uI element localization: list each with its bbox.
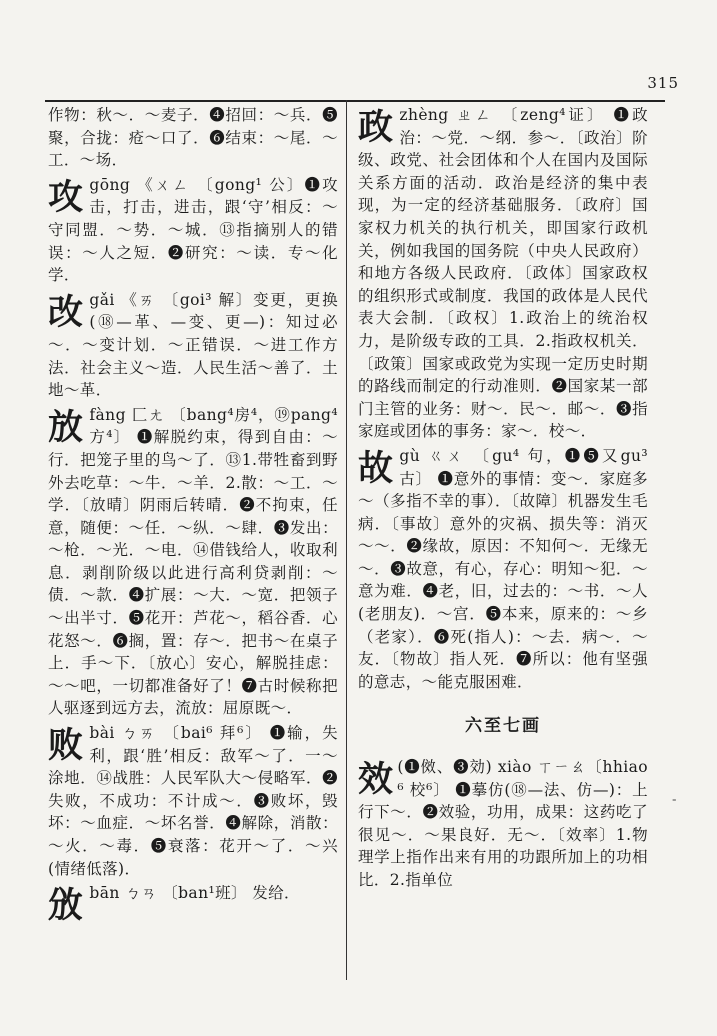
page-number: 315 [647, 74, 679, 92]
entry-zheng [358, 104, 648, 443]
continuation-text: 作物：秋～．～麦子．❹招回：～兵．❺聚，合拢：疮～口了．❻结束：～尾．～工．～场． [48, 106, 338, 170]
definition: zhèng ㄓㄥ 〔zeng⁴证〕 ❶政治：～党．～纲．参～．〔政治〕阶级、政党、社会团体和个人在国内及国际关系方面的活动．政治是经济的集中表现，为一定的经济基础服务．〔政府〕国家权力机关的执行机关，即国家行政机关，例如我国的国务院（中央人民政府）和地方各级人民政府．〔政体〕国家政权的组织形式或制度．我国的政体是人民代表大会制．〔政权〕1.政治上的统治权力，是阶级专政的工具．2.指政权机关．〔政策〕国家或政党为实现一定历史时期的路线而制定的行动准则．❷国家某一部门主管的业务：财～．民～．邮～．❸指家庭或团体的事务：家～．校～． [358, 106, 648, 441]
entry-gong [48, 174, 338, 287]
entry-xiao [358, 756, 648, 892]
entry-ban [48, 882, 338, 927]
left-column [48, 104, 338, 926]
definition: xiào ㄒㄧㄠ〔hhiao⁶ 校⁶〕 ❶摹仿(⑱—法、仿—)：上行下～．❷效验，功用，成果：这药吃了很见～．～果良好．无～．〔效率〕1.物理学上指作出来有用的功跟所加上的功相比．2.指单位 [358, 758, 649, 889]
column-divider [346, 100, 347, 980]
top-rule [45, 100, 665, 102]
margin-mark: ˗ [672, 792, 677, 808]
definition: bài ㄅㄞ 〔bai⁶ 拜⁶〕 ❶输，失利，跟‘胜’相反：敌军～了．一～涂地．⑭战胜：人民军队大～侵略军．❷失败，不成功：不计成～．❸败坏，毁坏：～血症．～坏名誉．❹解除，消散：～火．～毒．❺衰落：花开～了．～兴(情绪低落)． [48, 724, 338, 878]
entry-gai [48, 289, 338, 402]
definition: bān ㄅㄢ 〔ban¹班〕 发给． [89, 884, 300, 903]
entry-gu [358, 445, 648, 694]
headword: 政 [358, 107, 394, 148]
headword-variants: (❶傚、❸効) [397, 758, 493, 777]
entry-bai [48, 722, 338, 880]
headword: 攻 [48, 176, 84, 218]
section-heading: 六至七画 [465, 716, 541, 737]
definition: gōng 《ㄨㄥ 〔gong¹ 公〕❶攻击，打击，进击，跟‘守’相反：～守同盟．～势．～城．⑬指摘别人的错误：～人之短．❷研究：～读．专～化学． [48, 175, 338, 285]
headword: 攽 [48, 885, 84, 927]
definition: gǎi 《ㄞ 〔goi³ 解〕变更，更换(⑱—革、—变、更—)：知过必～．～变计划．～正错误．～进工作方法．社会主义～造．人民生活～善了．土地～革． [48, 290, 338, 400]
entry-fang [48, 404, 338, 720]
definition: fàng 匚ㄤ 〔bang⁴房⁴，⑲pang⁴方⁴〕 ❶解脱约束，得到自由：～行．把笼子里的鸟～了．⑬1.带牲畜到野外去吃草：～牛．～羊．2.散：～工．～学．〔放晴〕阴雨后转晴．❷不拘束，任意，随便：～任．～纵．～肆．❸发出：～枪．～光．～电．⑭借钱给人，收取利息．剥削阶级以此进行高利贷剥削：～债．～款．❹扩展：～大．～宽．把领子～出半寸．❺花开：芦花～，稻谷香．心花怒～．❻搁，置：存～．把书～在桌子上．手～下．〔放心〕安心，解脱挂虑：～～吧，一切都准备好了！❼古时候称把人驱逐到远方去，流放：屈原既～． [48, 405, 338, 718]
headword: 故 [358, 447, 394, 489]
right-column [358, 104, 648, 892]
headword: 效 [358, 759, 394, 801]
headword: 败 [48, 725, 84, 767]
headword: 改 [48, 291, 84, 333]
definition: gù ㄍㄨ 〔gu⁴ 句，❶❺又gu³古〕 ❶意外的事情：变～．家庭多～（多指不幸的事）．〔故障〕机器发生毛病．〔事故〕意外的灾祸、损失等：消灭～～．❷缘故，原因：不知何～．无缘无～．❸故意，有心，存心：明知～犯．～意为难．❹老，旧，过去的：～书．～人(老朋友)．～宫．❺本来，原来的：～乡（老家）．❻死(指人)：～去．病～．～友．〔物故〕指人死．❼所以：他有坚强的意志，～能克服困难． [358, 446, 648, 691]
headword: 放 [48, 406, 84, 448]
